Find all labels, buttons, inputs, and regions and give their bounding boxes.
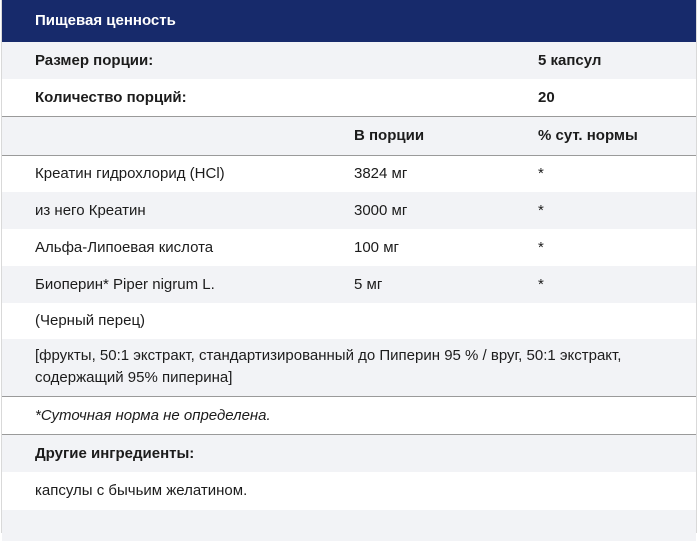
other-ingredients-label-row (2, 434, 696, 472)
column-header-row (2, 116, 696, 155)
other-ingredients-value-row (2, 472, 696, 510)
nutrition-table (1, 0, 697, 533)
servings-count-value: 20 (538, 89, 555, 106)
ingredient-row (2, 229, 696, 266)
ingredient-name: Биоперин* Piper nigrum L. (35, 276, 215, 293)
per-serving-header: В порции (354, 127, 425, 144)
empty-row (2, 510, 696, 541)
ingredient-dv: * (538, 276, 544, 293)
serving-size-value: 5 капсул (538, 52, 602, 69)
ingredient-name: из него Креатин (35, 202, 146, 219)
ingredient-dv: * (538, 239, 544, 256)
extract-note-text: [фрукты, 50:1 экстракт, стандартизированный до Пиперин 95 % / вруг, 50:1 экстракт, содержащий 95% пиперина] (35, 347, 622, 386)
serving-size-label: Размер порции: (35, 52, 154, 69)
ingredient-name: Креатин гидрохлорид (HCl) (35, 165, 225, 182)
other-ingredients-label: Другие ингредиенты: (35, 445, 195, 462)
ingredient-amount: 100 мг (354, 239, 399, 256)
ingredient-row (2, 192, 696, 229)
serving-size-row (2, 42, 696, 79)
ingredient-amount: 3000 мг (354, 202, 408, 219)
ingredient-dv: * (538, 202, 544, 219)
table-header: Пищевая ценность (2, 0, 696, 42)
ingredient-row (2, 266, 696, 303)
ingredient-dv: * (538, 165, 544, 182)
servings-count-row (2, 79, 696, 116)
ingredient-row (2, 155, 696, 192)
black-pepper-row (2, 303, 696, 339)
ingredient-amount: 3824 мг (354, 165, 408, 182)
servings-count-label: Количество порций: (35, 89, 187, 106)
footnote-row (2, 396, 696, 434)
ingredient-name: Альфа-Липоевая кислота (35, 239, 214, 256)
extract-note-row (2, 339, 696, 396)
footnote-text: *Суточная норма не определена. (35, 407, 271, 424)
other-ingredients-value: капсулы с бычьим желатином. (35, 482, 248, 499)
ingredient-amount: 5 мг (354, 276, 383, 293)
black-pepper-text: (Черный перец) (35, 312, 146, 329)
daily-value-header: % сут. нормы (538, 127, 638, 144)
